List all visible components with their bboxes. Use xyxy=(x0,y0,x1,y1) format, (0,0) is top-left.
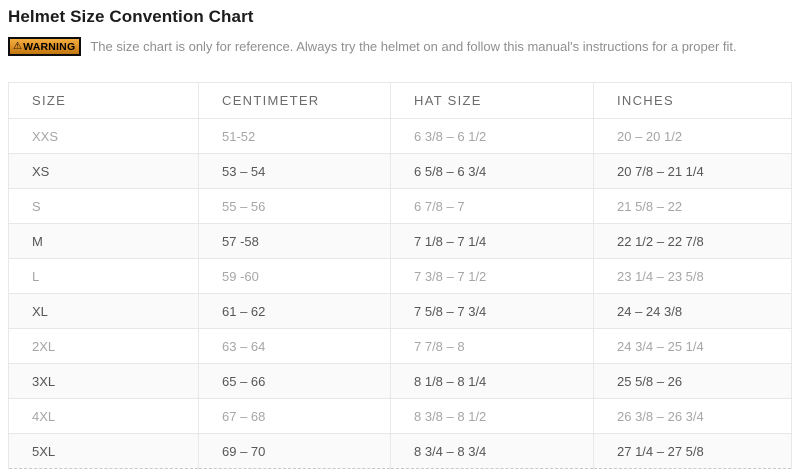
cell-hat-size: 8 3/4 – 8 3/4 xyxy=(391,434,594,469)
table-header-row xyxy=(9,83,792,119)
table-row xyxy=(9,434,792,469)
cell-hat-size: 8 3/8 – 8 1/2 xyxy=(391,399,594,434)
page-title: Helmet Size Convention Chart xyxy=(8,7,254,26)
cell-inches: 23 1/4 – 23 5/8 xyxy=(594,259,792,294)
col-header-size: SIZE xyxy=(9,83,199,119)
cell-inches: 24 3/4 – 25 1/4 xyxy=(594,329,792,364)
cell-hat-size: 7 3/8 – 7 1/2 xyxy=(391,259,594,294)
size-table xyxy=(8,82,792,469)
table-row xyxy=(9,154,792,189)
warning-badge-label: WARNING xyxy=(23,40,76,53)
table-row xyxy=(9,259,792,294)
cell-size: XS xyxy=(9,154,199,189)
cell-hat-size: 6 7/8 – 7 xyxy=(391,189,594,224)
cell-size: 3XL xyxy=(9,364,199,399)
col-header-hat-size: HAT SIZE xyxy=(391,83,594,119)
cell-hat-size: 6 5/8 – 6 3/4 xyxy=(391,154,594,189)
cell-centimeter: 69 – 70 xyxy=(199,434,391,469)
cell-centimeter: 61 – 62 xyxy=(199,294,391,329)
cell-hat-size: 6 3/8 – 6 1/2 xyxy=(391,119,594,154)
cell-size: S xyxy=(9,189,199,224)
warning-triangle-icon: ⚠ xyxy=(13,40,23,52)
cell-centimeter: 55 – 56 xyxy=(199,189,391,224)
cell-inches: 25 5/8 – 26 xyxy=(594,364,792,399)
cell-hat-size: 8 1/8 – 8 1/4 xyxy=(391,364,594,399)
table-row xyxy=(9,294,792,329)
cell-size: 5XL xyxy=(9,434,199,469)
warning-note xyxy=(8,37,791,56)
cell-size: XXS xyxy=(9,119,199,154)
cell-inches: 26 3/8 – 26 3/4 xyxy=(594,399,792,434)
table-row xyxy=(9,119,792,154)
cell-inches: 22 1/2 – 22 7/8 xyxy=(594,224,792,259)
cell-hat-size: 7 7/8 – 8 xyxy=(391,329,594,364)
col-header-inches: INCHES xyxy=(594,83,792,119)
col-header-centimeter: CENTIMETER xyxy=(199,83,391,119)
cell-size: L xyxy=(9,259,199,294)
cell-hat-size: 7 5/8 – 7 3/4 xyxy=(391,294,594,329)
cell-size: 4XL xyxy=(9,399,199,434)
cell-centimeter: 57 -58 xyxy=(199,224,391,259)
cell-size: M xyxy=(9,224,199,259)
cell-size: XL xyxy=(9,294,199,329)
cell-centimeter: 67 – 68 xyxy=(199,399,391,434)
cell-inches: 27 1/4 – 27 5/8 xyxy=(594,434,792,469)
cell-hat-size: 7 1/8 – 7 1/4 xyxy=(391,224,594,259)
cell-centimeter: 53 – 54 xyxy=(199,154,391,189)
table-row xyxy=(9,224,792,259)
table-row xyxy=(9,189,792,224)
table-row xyxy=(9,399,792,434)
cell-centimeter: 65 – 66 xyxy=(199,364,391,399)
warning-text: The size chart is only for reference. Always try the helmet on and follow this manual's instructions for a proper fit. xyxy=(90,39,737,54)
cell-inches: 24 – 24 3/8 xyxy=(594,294,792,329)
cell-centimeter: 63 – 64 xyxy=(199,329,391,364)
cell-inches: 21 5/8 – 22 xyxy=(594,189,792,224)
cell-size: 2XL xyxy=(9,329,199,364)
table-row xyxy=(9,364,792,399)
cell-inches: 20 – 20 1/2 xyxy=(594,119,792,154)
cell-inches: 20 7/8 – 21 1/4 xyxy=(594,154,792,189)
cell-centimeter: 59 -60 xyxy=(199,259,391,294)
cell-centimeter: 51-52 xyxy=(199,119,391,154)
warning-badge xyxy=(8,37,81,56)
table-row xyxy=(9,329,792,364)
